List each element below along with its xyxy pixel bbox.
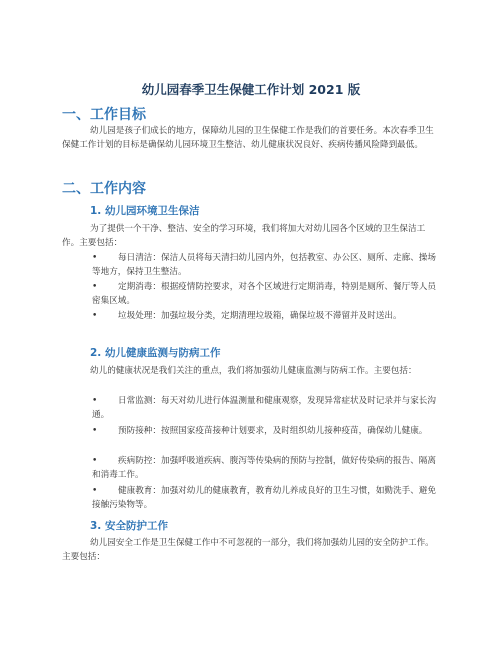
list-item-text: 疾病防控：加强呼吸道疾病、腹泻等传染病的预防与控制，做好传染病的报告、隔离和消毒工作。 (92, 456, 436, 480)
bullet-icon: • (92, 426, 98, 436)
subsection-heading-environment: 1. 幼儿园环境卫生保洁 (90, 205, 200, 217)
bullet-icon: • (92, 456, 98, 466)
list-item-text: 日常监测：每天对幼儿进行体温测量和健康观察，发现异常症状及时记录并与家长沟通。 (92, 396, 436, 420)
bullet-icon: • (92, 282, 98, 292)
safety-intro: 幼儿园安全工作是卫生保健工作中不可忽视的一部分，我们将加强幼儿园的安全防护工作。主要包括： (62, 538, 434, 562)
list-item (92, 251, 442, 279)
environment-intro: 为了提供一个干净、整洁、安全的学习环境，我们将加大对幼儿园各个区域的卫生保洁工作。主要包括： (62, 224, 426, 248)
list-item (92, 280, 442, 308)
bullet-icon: • (92, 311, 98, 321)
document-title: 幼儿园春季卫生保健工作计划 2021 版 (141, 82, 361, 97)
list-item-text: 每日清洁：保洁人员将每天清扫幼儿园内外，包括教室、办公区、厕所、走廊、操场等地方，保持卫生整洁。 (92, 253, 436, 277)
list-item-text: 预防接种：按照国家疫苗接种计划要求，及时组织幼儿接种疫苗，确保幼儿健康。 (118, 426, 428, 436)
bullet-icon: • (92, 253, 98, 263)
list-item (92, 309, 442, 323)
health-intro: 幼儿的健康状况是我们关注的重点，我们将加强幼儿健康监测与防病工作。主要包括： (90, 366, 417, 376)
list-item (92, 454, 442, 482)
list-item (92, 424, 442, 438)
list-item-text: 垃圾处理：加强垃圾分类，定期清理垃圾箱，确保垃圾不滞留并及时送出。 (118, 311, 402, 321)
subsection-heading-health: 2. 幼儿健康监测与防病工作 (90, 347, 221, 359)
goals-paragraph: 幼儿园是孩子们成长的地方，保障幼儿园的卫生保健工作是我们的首要任务。本次春季卫生保健工作计划的目标是确保幼儿园环境卫生整洁、幼儿健康状况良好、疾病传播风险降到最低。 (62, 126, 434, 150)
bullet-icon: • (92, 396, 98, 406)
subsection-heading-safety: 3. 安全防护工作 (90, 520, 168, 532)
list-item-text: 健康教育：加强对幼儿的健康教育，教育幼儿养成良好的卫生习惯，如勤洗手、避免接触污染物等。 (92, 486, 436, 510)
bullet-icon: • (92, 486, 98, 496)
list-item (92, 394, 442, 422)
section-heading-content: 二、工作内容 (62, 181, 146, 197)
list-item-text: 定期消毒：根据疫情防控要求，对各个区域进行定期消毒，特别是厕所、餐厅等人员密集区域。 (92, 282, 436, 306)
section-heading-goals: 一、工作目标 (62, 107, 146, 123)
list-item (92, 484, 442, 512)
